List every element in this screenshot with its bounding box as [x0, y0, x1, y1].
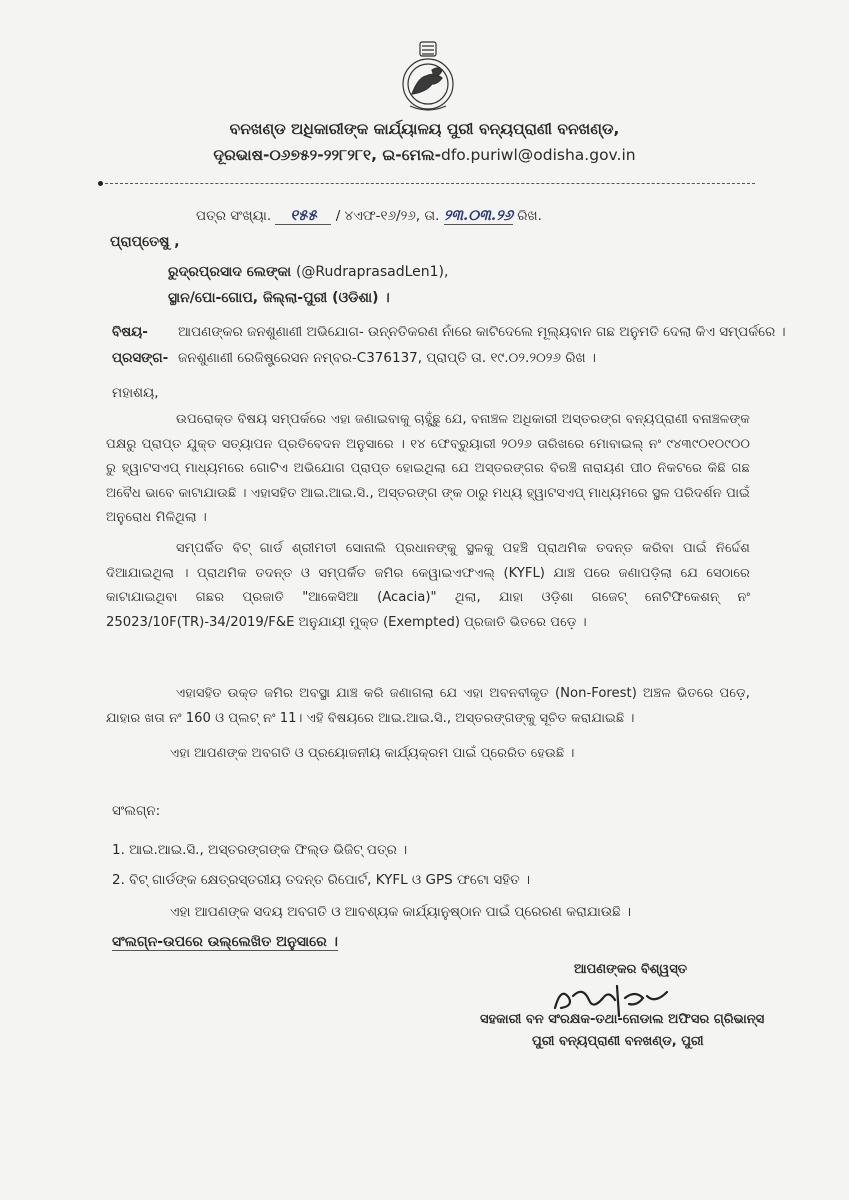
body-paragraph-1: ଉପରୋକ୍ତ ବିଷୟ ସମ୍ପର୍କରେ ଏହା ଜଣାଇବାକୁ ଚାହୁଁଛୁ ଯେ, ବନାଞ୍ଚଳ ଅଧିକାରୀ ଅସ୍ତରଙ୍ଗ ବନ୍ୟପ୍ରାଣୀ ବନାଞ୍ଚଳଙ୍କ ପକ୍ଷରୁ ପ୍ରାପ୍ତ ଯୁକ୍ତ ସତ୍ୟାପନ ପ୍ରତିବେଦନ ଅନୁସାରେ । ୧୪ ଫେବ୍ରୁୟାରୀ ୨୦୨୬ ତାରିଖରେ ମୋବାଇଲ୍ ନଂ ୯୪୩୯୦୧୦୯୦୦ ରୁ ହ୍ୱାଟସଏପ୍ ମାଧ୍ୟମରେ ଗୋଟିଏ ଅଭିଯୋଗ ପ୍ରାପ୍ତ ହୋଇଥିଲା ଯେ ଅସ୍ତରଙ୍ଗର ବିରଞ୍ଚି ନାରାୟଣ ପୀଠ ନିକଟରେ କିଛି ଗଛ ଅବୈଧ ଭାବେ କାଟାଯାଉଛି । ଏହାସହିତ ଆଇ.ଆଇ.ସି., ଅସ୍ତରଙ୍ଗ ଙ୍କ ଠାରୁ ମଧ୍ୟ ହ୍ୱାଟସଏପ୍ ମାଧ୍ୟମରେ ସ୍ଥଳ ପରିଦର୍ଶନ ପାଇଁ ଅନୁରୋଧ ମିଳିଥିଲା । — [106, 412, 750, 525]
attachment-item: 2. ବିଟ୍ ଗାର୍ଡଙ୍କ କ୍ଷେତ୍ରସ୍ତରୀୟ ତଦନ୍ତ ରିପୋର୍ଟ, KYFL ଓ GPS ଫଟୋ ସହିତ । — [112, 872, 531, 888]
punch-mark — [98, 181, 103, 186]
recipient-address: ସ୍ଥାନ/ପୋ-ଗୋପ, ଜିଲ୍ଲା-ପୁରୀ (ଓଡିଶା) । — [168, 290, 390, 306]
body-paragraph-3: ଏହାସହିତ ଉକ୍ତ ଜମିର ଅବସ୍ଥା ଯାଞ୍ଚ କରି ଜଣାଗଲା ଯେ ଏହା ଅବନବୀକୃତ (Non-Forest) ଅଞ୍ଚଳ ଭିତରେ ପଡ଼େ, ଯାହାର ଖତା ନଂ 160 ଓ ପ୍ଲଟ୍ ନଂ 11। ଏହି ବିଷୟରେ ଆଇ.ଆଇ.ସି., ଅସ୍ତରଙ୍ଗଙ୍କୁ ସୂଚିତ କରାଯାଇଛି । — [106, 686, 750, 726]
attachment-item: 1. ଆଇ.ଆଇ.ସି., ଅସ୍ତରଙ୍ଗଙ୍କ ଫିଲ୍ଡ ଭିଜିଟ୍ ପତ୍ର । — [112, 842, 408, 858]
recipient-handle: (@RudraprasadLen1), — [295, 264, 449, 280]
email-address: dfo.puriwl@odisha.gov.in — [441, 146, 636, 164]
letter-reference — [196, 206, 542, 225]
contact-line — [0, 146, 849, 165]
file-number: / ୪ଏଫ-୧୬/୨୬, ତା. — [335, 208, 440, 224]
state-emblem-icon — [398, 40, 458, 114]
letter-number-label: ପତ୍ର ସଂଖ୍ୟା. — [196, 208, 272, 224]
body-paragraph-2: ସମ୍ପର୍କିତ ବିଟ୍ ଗାର୍ଡ ଶ୍ରୀମତୀ ସୋନାଲି ପ୍ରଧାନଙ୍କୁ ସ୍ଥଳକୁ ପହଞ୍ଚି ପ୍ରାଥମିକ ତଦନ୍ତ କରିବା ପାଇଁ ନିର୍ଦ୍ଦେଶ ଦିଆଯାଇଥିଲା । ପ୍ରାଥମିକ ତଦନ୍ତ ଓ ସମ୍ପର୍କିତ ଜମିର କେୱାଇଏଫଏଲ୍ (KYFL) ଯାଞ୍ଚ ପରେ ଜଣାପଡ଼ିଲା ଯେ ସେଠାରେ କାଟାଯାଇଥିବା ଗଛର ପ୍ରଜାତି "ଆକେସିଆ (Acacia)" ଥିଲା, ଯାହା ଓଡ଼ିଶା ଗଜେଟ୍ ନୋଟିଫିକେଶନ୍ ନଂ 25023/10F(TR)-34/2019/F&E ଅନୁଯାୟୀ ମୁକ୍ତ (Exempted) ପ୍ରଜାତି ଭିତରେ ପଡ଼େ । — [106, 541, 750, 630]
header-divider — [105, 183, 755, 184]
salutation: ମହାଶୟ, — [112, 385, 159, 401]
subject-label: ବିଷୟ- — [112, 324, 148, 340]
attachments-heading: ସଂଲଗ୍ନ: — [112, 803, 161, 819]
phone-text: ଦୂରଭାଷ-୦୬୭୫୨-୨୨୮୨୮୧, ଇ-ମେଲ- — [213, 146, 442, 164]
recipient-name: ରୁଦ୍ରପ୍ରସାଦ ଲେଙ୍କା — [168, 264, 292, 280]
closing-line: ଏହା ଆପଣଙ୍କ ସଦୟ ଅବଗତି ଓ ଆବଶ୍ୟକ କାର୍ଯ୍ୟାନୁଷ୍ଠାନ ପାଇଁ ପ୍ରେରଣ କରାଯାଉଛି । — [170, 904, 632, 920]
enclosure-note: ସଂଲଗ୍ନ-ଉପରେ ଉଲ୍ଲେଖିତ ଅନୁସାରେ । — [112, 934, 338, 950]
signatory-office: ପୁରୀ ବନ୍ୟପ୍ରାଣୀ ବନଖଣ୍ଡ, ପୁରୀ — [532, 1034, 704, 1049]
recipient-name-line — [168, 264, 448, 280]
to-label: ପ୍ରାପ୍ତେଷୁ , — [110, 234, 180, 250]
subject-text: ଆପଣଙ୍କର ଜନଶୁଣାଣୀ ଅଭିଯୋଗ- ଉନ୍ନତିକରଣ ନାଁରେ କାଟିଦେଲେ ମୂଲ୍ୟବାନ ଗଛ ଅନୁମତି ଦେଲା କିଏ ସମ୍ପର୍କରେ । — [178, 324, 786, 340]
letter-date: ୨୩.୦୩.୨୬ — [443, 206, 513, 224]
context-label: ପ୍ରସଙ୍ଗ- — [112, 350, 169, 366]
context-text: ଜନଶୁଣାଣୀ ରେଜିଷ୍ଟ୍ରେସନ ନମ୍ବର-C376137, ପ୍ରାପ୍ତି ତା. ୧୯.୦୨.୨୦୨୬ ରିଖ । — [178, 350, 597, 366]
date-suffix: ରିଖ. — [517, 208, 542, 224]
yours-faithfully: ଆପଣଙ୍କର ବିଶ୍ୱସ୍ତ — [574, 962, 687, 977]
office-header: ବନଖଣ୍ଡ ଅଧିକାରୀଙ୍କ କାର୍ଯ୍ୟାଳୟ ପୁରୀ ବନ୍ୟପ୍ରାଣୀ ବନଖଣ୍ଡ, — [229, 120, 620, 138]
signatory-designation: ସହକାରୀ ବନ ସଂରକ୍ଷକ-ତଥା-ନୋଡାଲ ଅଫିସର ଗ୍ରିଭାନ୍ସ — [480, 1012, 765, 1027]
body-paragraph-4: ଏହା ଆପଣଙ୍କ ଅବଗତି ଓ ପ୍ରୟୋଜନୀୟ କାର୍ଯ୍ୟକ୍ରମ ପାଇଁ ପ୍ରେରିତ ହେଉଛି । — [170, 746, 575, 761]
letter-number: ୧୫୫ — [275, 206, 331, 225]
